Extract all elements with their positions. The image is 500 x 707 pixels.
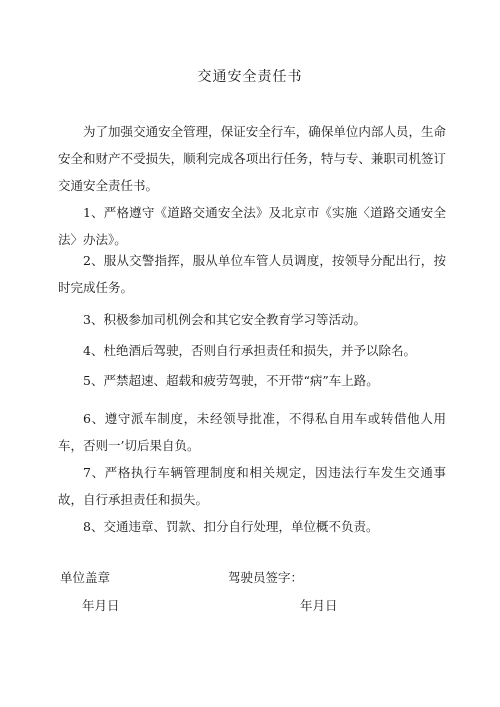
intro-paragraph: 为了加强交通安全管理，保证安全行车，确保单位内部人员，生命安全和财产不受损失，顺利完成各项出行任务，特与专、兼职司机签订交通安全责任书。 bbox=[58, 124, 446, 193]
clause-6: 6、遵守派车制度，未经领导批准，不得私自用车或转借他人用车，否则一’切后果自负。 bbox=[58, 411, 446, 453]
driver-signature-label: 驾驶员签字： bbox=[228, 570, 304, 585]
driver-date: 年月日 bbox=[300, 598, 338, 613]
unit-seal-label: 单位盖章 bbox=[60, 570, 111, 585]
clause-2: 2、服从交警指挥，服从单位车管人员调度，按领导分配出行，按时完成任务。 bbox=[58, 253, 446, 295]
clause-3: 3、积极参加司机例会和其它安全教育学习等活动。 bbox=[83, 312, 366, 327]
clause-1: 1、严格遵守《道路交通安全法》及北京市《实施〈道路交通安全法〉办法》。 bbox=[58, 205, 446, 247]
clause-8: 8、交通违章、罚款、扣分自行处理，单位概不负责。 bbox=[83, 519, 379, 534]
document-title: 交通安全责任书 bbox=[197, 69, 303, 85]
clause-4: 4、杜绝酒后驾驶，否则自行承担责任和损失，并予以除名。 bbox=[83, 343, 416, 358]
unit-date: 年月日 bbox=[82, 598, 120, 613]
clause-7: 7、严格执行车辆管理制度和相关规定，因违法行车发生交通事故，自行承担责任和损失。 bbox=[58, 465, 446, 507]
clause-5: 5、严禁超速、超载和疲劳驾驶，不开带“病”车上路。 bbox=[83, 373, 379, 388]
